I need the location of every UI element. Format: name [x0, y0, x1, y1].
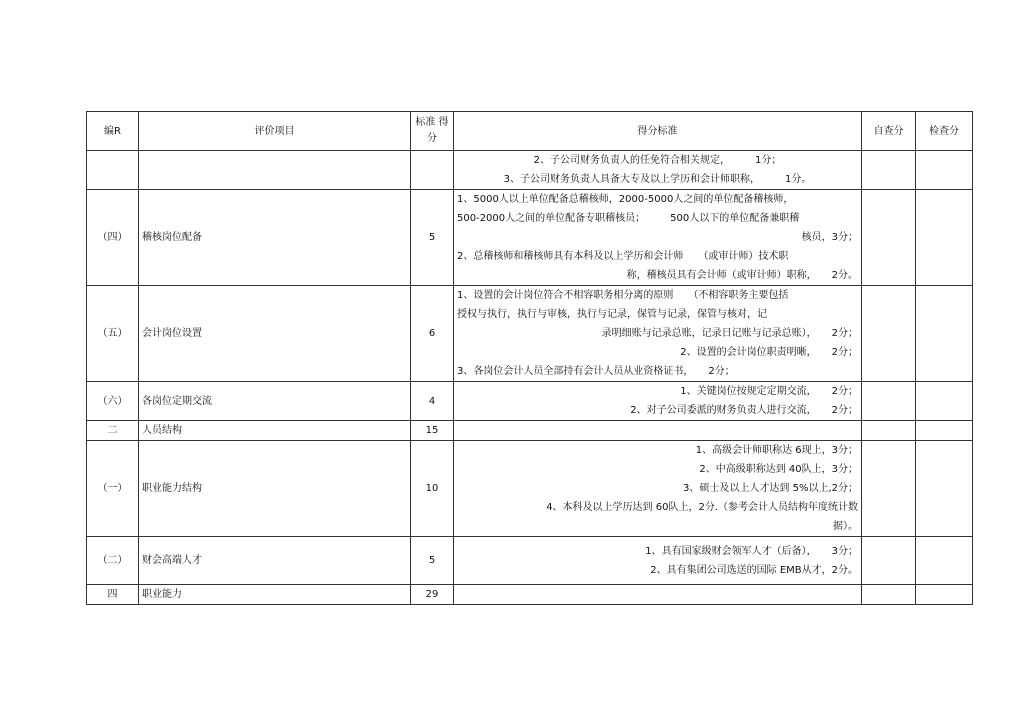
row-no: （六）: [87, 382, 139, 421]
row-criteria: [454, 382, 862, 421]
row-criteria: [454, 286, 862, 382]
row-criteria: [454, 537, 862, 585]
row-score: [411, 151, 454, 190]
criteria-line: 2、总稽核师和稽核师具有本科及以上学历和会计师 （或审计师）技术职: [457, 251, 789, 262]
self-score-cell[interactable]: [862, 585, 916, 605]
row-no: （一）: [87, 441, 139, 537]
row-score: 5: [411, 190, 454, 286]
self-score-cell[interactable]: [862, 151, 916, 190]
row-no: （二）: [87, 537, 139, 585]
evaluation-table: [86, 111, 973, 605]
row-no: [87, 151, 139, 190]
check-score-cell[interactable]: [916, 382, 973, 421]
row-item: 职业能力结构: [139, 441, 411, 537]
criteria-line: 授权与执行，执行与审核，执行与记录，保管与记录，保管与核对，记: [457, 309, 767, 320]
criteria-line: 500-2000人之间的单位配备专职稽核员； 500人以下的单位配备兼职稽: [457, 213, 800, 224]
table-row: [87, 151, 973, 190]
check-score-cell[interactable]: [916, 537, 973, 585]
header-criteria: 得分标准: [454, 112, 862, 151]
criteria-line: 3、硕士及以上人才达到 5%以上,2分；: [683, 483, 858, 494]
check-score-cell[interactable]: [916, 286, 973, 382]
row-item: [139, 151, 411, 190]
self-score-cell[interactable]: [862, 286, 916, 382]
criteria-line: 录明细账与记录总账，记录日记账与记录总账）， 2分；: [601, 328, 858, 339]
criteria-line: 1、具有国家级财会领军人才（后备）， 3分；: [645, 545, 858, 557]
self-score-cell[interactable]: [862, 421, 916, 441]
row-criteria: [454, 441, 862, 537]
row-criteria: [454, 421, 862, 441]
row-item: 人员结构: [139, 421, 411, 441]
row-criteria: [454, 151, 862, 190]
row-item: 财会高端人才: [139, 537, 411, 585]
table-row: [87, 537, 973, 585]
self-score-cell[interactable]: [862, 441, 916, 537]
table-row: [87, 441, 973, 537]
row-no: （五）: [87, 286, 139, 382]
criteria-line: 称，稽核员具有会计师（或审计师）职称， 2分。: [626, 270, 858, 281]
check-score-cell[interactable]: [916, 190, 973, 286]
row-item: 各岗位定期交流: [139, 382, 411, 421]
self-score-cell[interactable]: [862, 382, 916, 421]
row-no: （四）: [87, 190, 139, 286]
table-row: [87, 382, 973, 421]
criteria-line: 3、子公司财务负责人具备大专及以上学历和会计师职称， 1分。: [503, 174, 812, 185]
header-score: 标准 得分: [411, 112, 454, 151]
row-item: 稽核岗位配备: [139, 190, 411, 286]
row-criteria: [454, 190, 862, 286]
table-row: [87, 585, 973, 605]
row-criteria: [454, 585, 862, 605]
row-item: 职业能力: [139, 585, 411, 605]
criteria-line: 2、设置的会计岗位职责明晰， 2分；: [680, 347, 858, 358]
row-score: 10: [411, 441, 454, 537]
row-score: 4: [411, 382, 454, 421]
criteria-line: 2、具有集团公司选送的国际 EMB从才，2分。: [650, 564, 858, 576]
criteria-line: 2、子公司财务负责人的任免符合相关规定， 1分；: [533, 155, 782, 166]
row-item: 会计岗位设置: [139, 286, 411, 382]
row-score: 15: [411, 421, 454, 441]
criteria-line: 2、对子公司委派的财务负责人进行交流， 2分；: [630, 405, 858, 416]
criteria-line: 1、5000人以上单位配备总稽核师，2000-5000人之间的单位配备稽核师，: [457, 194, 794, 205]
criteria-line: 3、各岗位会计人员全部持有会计人员从业资格证书， 2分；: [457, 366, 735, 377]
check-score-cell[interactable]: [916, 441, 973, 537]
criteria-line: 2、中高级职称达到 40队上，3分；: [699, 464, 858, 475]
self-score-cell[interactable]: [862, 537, 916, 585]
criteria-line: 1、高级会计师职称达 6现上，3分；: [695, 445, 858, 456]
row-score: 29: [411, 585, 454, 605]
criteria-line: 据）。: [833, 521, 858, 532]
header-item: 评价项目: [139, 112, 411, 151]
row-score: 5: [411, 537, 454, 585]
row-score: 6: [411, 286, 454, 382]
table-row: [87, 190, 973, 286]
check-score-cell[interactable]: [916, 585, 973, 605]
header-self-check: 自查分: [862, 112, 916, 151]
self-score-cell[interactable]: [862, 190, 916, 286]
header-row: [87, 112, 973, 151]
row-no: 四: [87, 585, 139, 605]
table-row: [87, 286, 973, 382]
criteria-line: 4、本科及以上学历达到 60队上，2分.（参考会计人员结构年度统计数: [546, 502, 858, 513]
header-inspection: 检查分: [916, 112, 973, 151]
check-score-cell[interactable]: [916, 421, 973, 441]
check-score-cell[interactable]: [916, 151, 973, 190]
criteria-line: 1、设置的会计岗位符合不相容职务相分离的原则 （不相容职务主要包括: [457, 290, 789, 301]
header-no: 编R: [87, 112, 139, 151]
criteria-line: 核员，3分；: [801, 232, 858, 243]
criteria-line: 1、关键岗位按规定定期交流， 2分；: [680, 386, 858, 397]
row-no: 二: [87, 421, 139, 441]
table-row: [87, 421, 973, 441]
